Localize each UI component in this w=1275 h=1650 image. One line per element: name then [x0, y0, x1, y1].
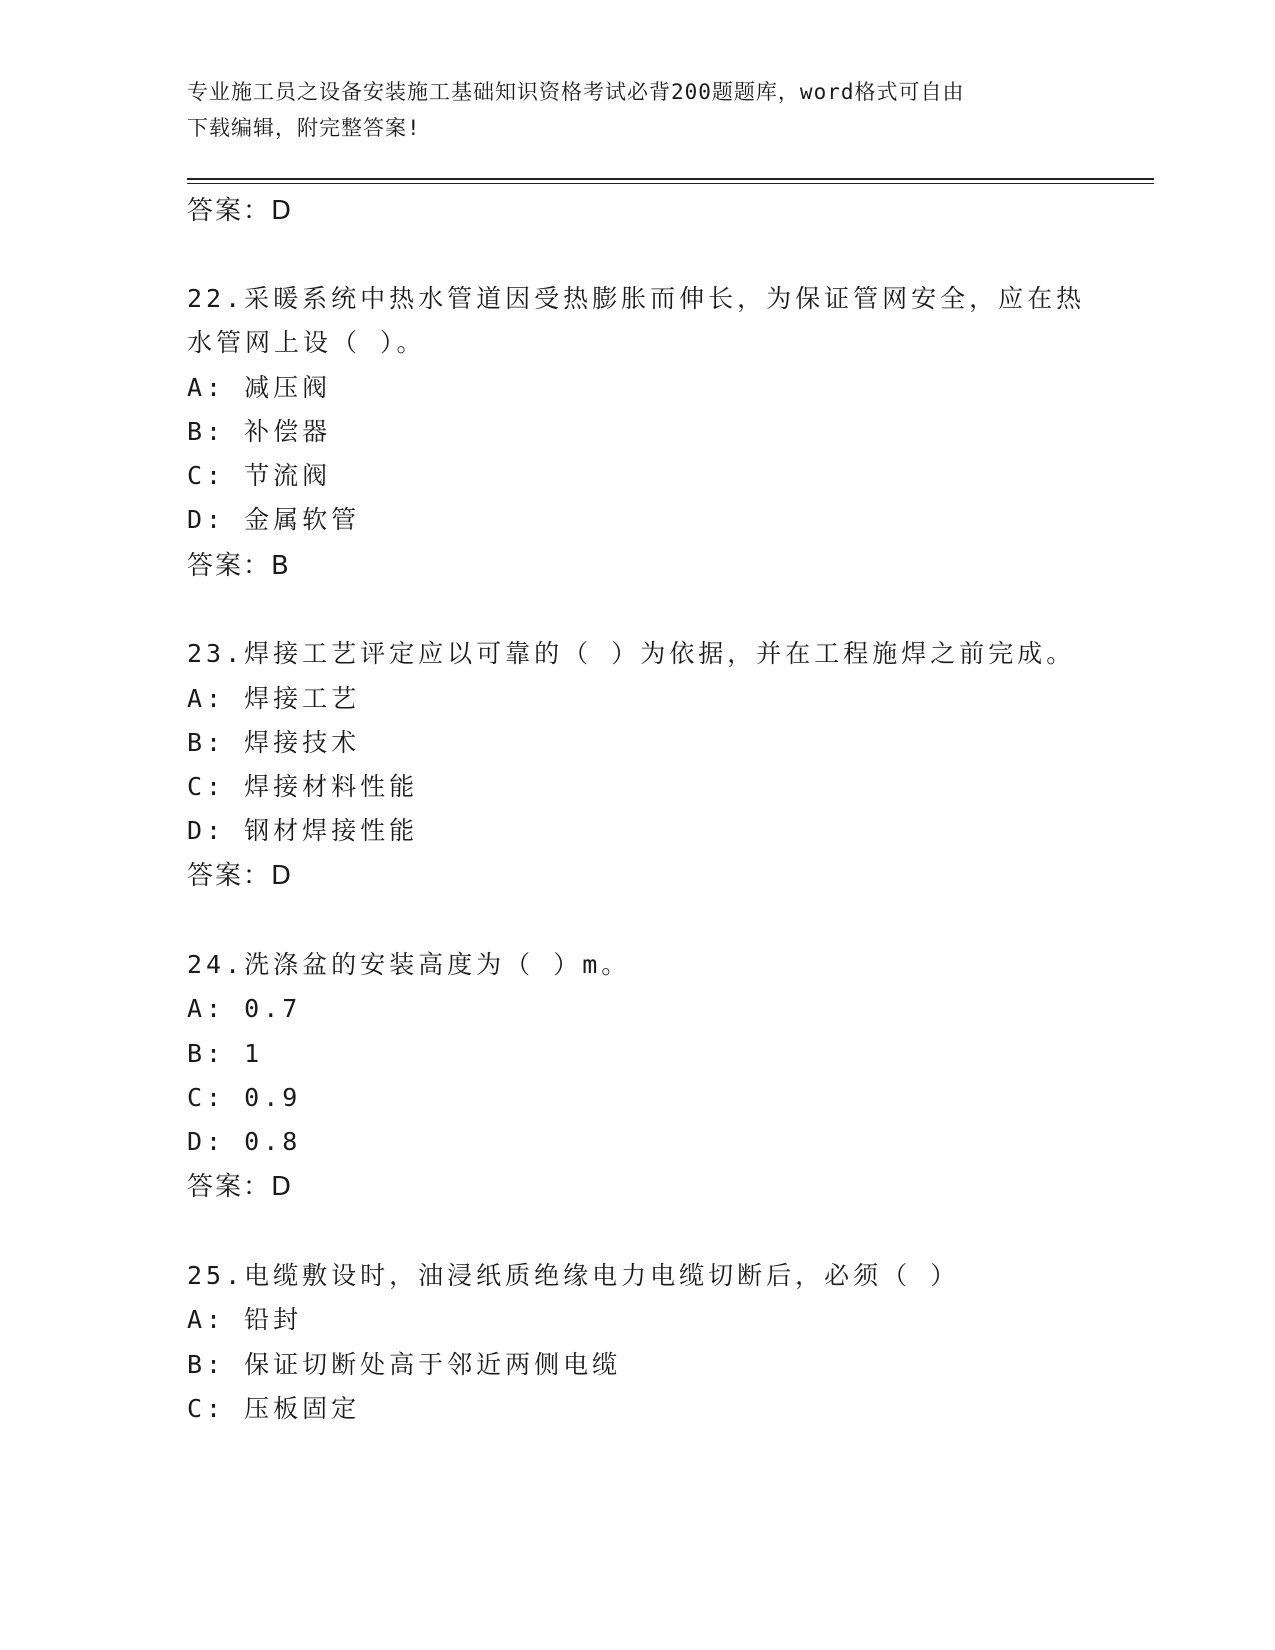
option-a: A: 减压阀 — [187, 373, 332, 402]
option-a: A: 铅封 — [187, 1305, 303, 1334]
previous-answer: 答案：D — [187, 196, 294, 226]
question-answer: 答案：B — [187, 551, 291, 581]
question-stem-line1: 25.电缆敷设时，油浸纸质绝缘电力电缆切断后，必须（ ） — [187, 1261, 960, 1290]
header-line-1: 专业施工员之设备安装施工基础知识资格考试必背200题题库，word格式可自由 — [187, 80, 965, 104]
option-b: B: 1 — [187, 1039, 264, 1068]
option-b: B: 焊接技术 — [187, 728, 361, 757]
option-c: C: 压板固定 — [187, 1394, 361, 1423]
option-a: A: 0.7 — [187, 994, 302, 1023]
question-answer: 答案：D — [187, 1172, 294, 1202]
question-stem-line1: 22.采暖系统中热水管道因受热膨胀而伸长，为保证管网安全，应在热 — [187, 284, 1086, 313]
option-b: B: 补偿器 — [187, 417, 332, 446]
document-header — [187, 74, 1087, 146]
question-stem-line2: 水管网上设（ ）。 — [187, 328, 426, 357]
question-stem-line1: 24.洗涤盆的安装高度为（ ）m。 — [187, 950, 631, 979]
option-d: D: 0.8 — [187, 1127, 302, 1156]
option-c: C: 节流阀 — [187, 461, 332, 490]
header-divider-thick — [187, 178, 1154, 180]
option-d: D: 金属软管 — [187, 505, 361, 534]
question-answer: 答案：D — [187, 861, 294, 891]
option-c: C: 0.9 — [187, 1083, 302, 1112]
question-stem-line1: 23.焊接工艺评定应以可靠的（ ）为依据，并在工程施焊之前完成。 — [187, 639, 1076, 668]
header-line-2: 下载编辑，附完整答案! — [187, 116, 421, 140]
option-a: A: 焊接工艺 — [187, 684, 361, 713]
option-b: B: 保证切断处高于邻近两侧电缆 — [187, 1350, 622, 1379]
option-c: C: 焊接材料性能 — [187, 772, 419, 801]
header-divider-thin — [187, 183, 1154, 184]
option-d: D: 钢材焊接性能 — [187, 816, 419, 845]
